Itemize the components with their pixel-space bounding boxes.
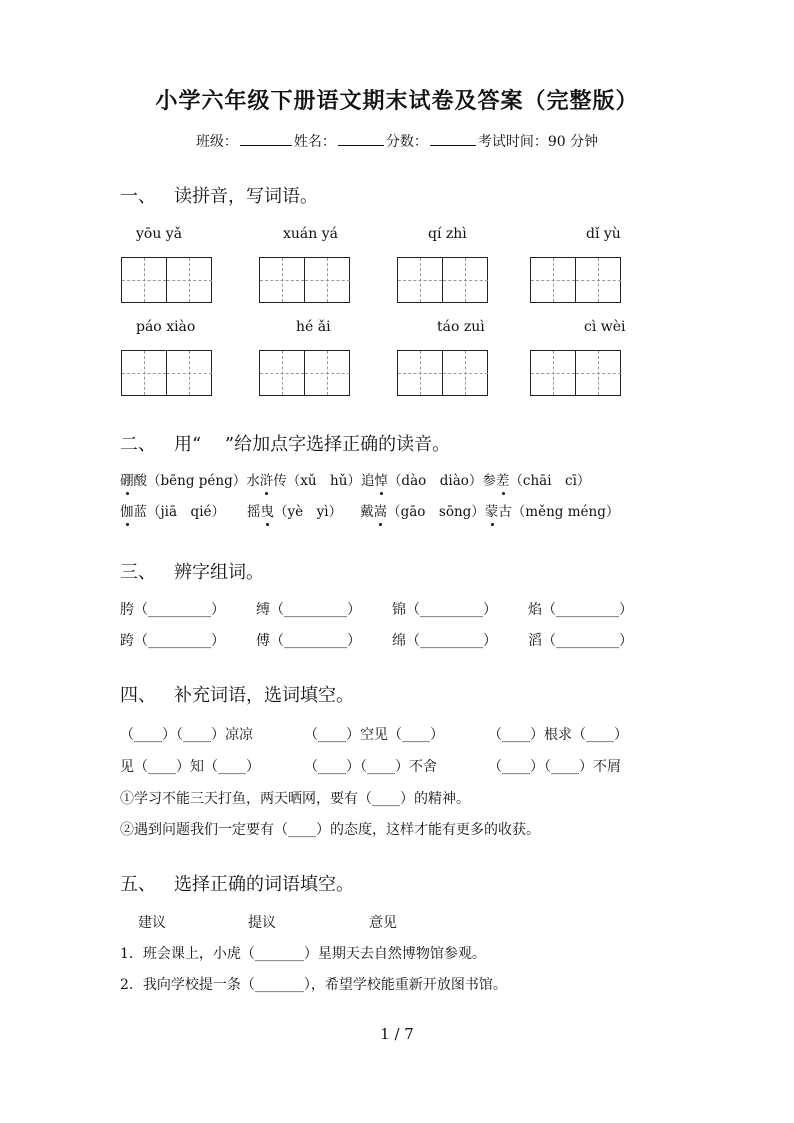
char-item[interactable]: 缚（_________） [256, 602, 361, 618]
exam-info-line [0, 131, 794, 151]
score-blank[interactable] [430, 131, 476, 146]
pron-item[interactable]: 戴嵩（gāo sōng） [360, 504, 485, 520]
writing-grid[interactable] [530, 350, 621, 396]
score-label: 分数： [385, 134, 428, 150]
section-1-heading [120, 182, 318, 208]
pron-item[interactable]: 硼酸（bēng péng） [120, 473, 247, 489]
class-label: 班级： [195, 134, 238, 150]
choice-question-2[interactable]: 2．我向学校提一条（_______），希望学校能重新开放图书馆。 [120, 977, 507, 993]
pinyin-8: cì wèi [584, 319, 626, 335]
pronunciation-row-2 [120, 500, 619, 520]
char-item[interactable]: 绵（_________） [392, 633, 497, 649]
pron-item[interactable]: 参差（chāi cī） [482, 473, 591, 489]
section-number: 三、 [120, 562, 156, 583]
pinyin-4: dǐ yù [586, 226, 621, 242]
char-item[interactable]: 焰（_________） [528, 602, 633, 618]
pron-item[interactable]: 追悼（dào diào） [360, 473, 483, 489]
word-option: 提议 [248, 915, 276, 931]
pinyin-2: xuán yá [283, 226, 338, 242]
word-option: 意见 [369, 915, 397, 931]
char-item[interactable]: 傅（_________） [256, 633, 361, 649]
section-title: 选择正确的词语填空。 [174, 874, 354, 895]
pronunciation-row-1 [120, 469, 590, 489]
section-number: 二、 [120, 434, 156, 455]
pinyin-7: táo zuì [437, 319, 485, 335]
name-blank[interactable] [338, 131, 384, 146]
section-3-heading [120, 558, 264, 584]
writing-grid[interactable] [530, 257, 621, 303]
idiom-fill[interactable]: （____）（____）凉凉 [120, 727, 253, 743]
pron-item[interactable]: 水浒传（xǔ hǔ） [246, 473, 361, 489]
section-number: 四、 [120, 685, 156, 706]
writing-grid[interactable] [259, 350, 350, 396]
section-title: 读拼音，写词语。 [174, 186, 318, 207]
section-number: 五、 [120, 874, 156, 895]
char-item[interactable]: 跨（_________） [120, 633, 225, 649]
section-number: 一、 [120, 186, 156, 207]
pron-item[interactable]: 蒙古（měng méng） [484, 504, 620, 520]
section-title: 补充词语，选词填空。 [174, 685, 354, 706]
writing-grid[interactable] [397, 350, 488, 396]
idiom-fill[interactable]: （____）（____）不屑 [488, 759, 621, 775]
page-title: 小学六年级下册语文期末试卷及答案（完整版） [155, 88, 639, 114]
section-title: 辨字组词。 [174, 562, 264, 583]
writing-grid[interactable] [121, 350, 212, 396]
pron-item[interactable]: 摇曳（yè yì） [247, 504, 343, 520]
pinyin-1: yōu yǎ [136, 226, 183, 242]
choice-question-1[interactable]: 1．班会课上，小虎（_______）星期天去自然博物馆参观。 [120, 946, 486, 962]
name-label: 姓名： [293, 134, 336, 150]
time-label: 考试时间：90 分钟 [477, 134, 599, 150]
idiom-fill[interactable]: （____）（____）不舍 [304, 759, 437, 775]
idiom-fill[interactable]: （____）空见（____） [304, 727, 444, 743]
writing-grid[interactable] [397, 257, 488, 303]
pron-item[interactable]: 伽蓝（jiā qié） [120, 504, 226, 520]
fill-question-2[interactable]: ②遇到问题我们一定要有（____）的态度，这样才能有更多的收获。 [120, 822, 540, 838]
char-item[interactable]: 胯（_________） [120, 602, 225, 618]
fill-question-1[interactable]: ①学习不能三天打鱼，两天晒网，要有（____）的精神。 [120, 791, 470, 807]
page-number: 1 / 7 [380, 1025, 414, 1043]
section-2-heading [120, 430, 450, 456]
writing-grid[interactable] [259, 257, 350, 303]
class-blank[interactable] [240, 131, 292, 146]
idiom-fill[interactable]: （____）根求（____） [488, 727, 628, 743]
char-item[interactable]: 锦（_________） [392, 602, 497, 618]
pinyin-5: páo xiào [136, 319, 196, 335]
idiom-fill[interactable]: 见（____）知（____） [120, 759, 260, 775]
char-item[interactable]: 滔（_________） [528, 633, 633, 649]
section-title: 用“ ”给加点字选择正确的读音。 [174, 434, 451, 455]
writing-grid[interactable] [121, 257, 212, 303]
word-option: 建议 [138, 915, 166, 931]
section-4-heading [120, 681, 354, 707]
section-5-heading [120, 870, 354, 896]
pinyin-6: hé ǎi [296, 319, 331, 335]
pinyin-3: qí zhì [428, 226, 467, 242]
